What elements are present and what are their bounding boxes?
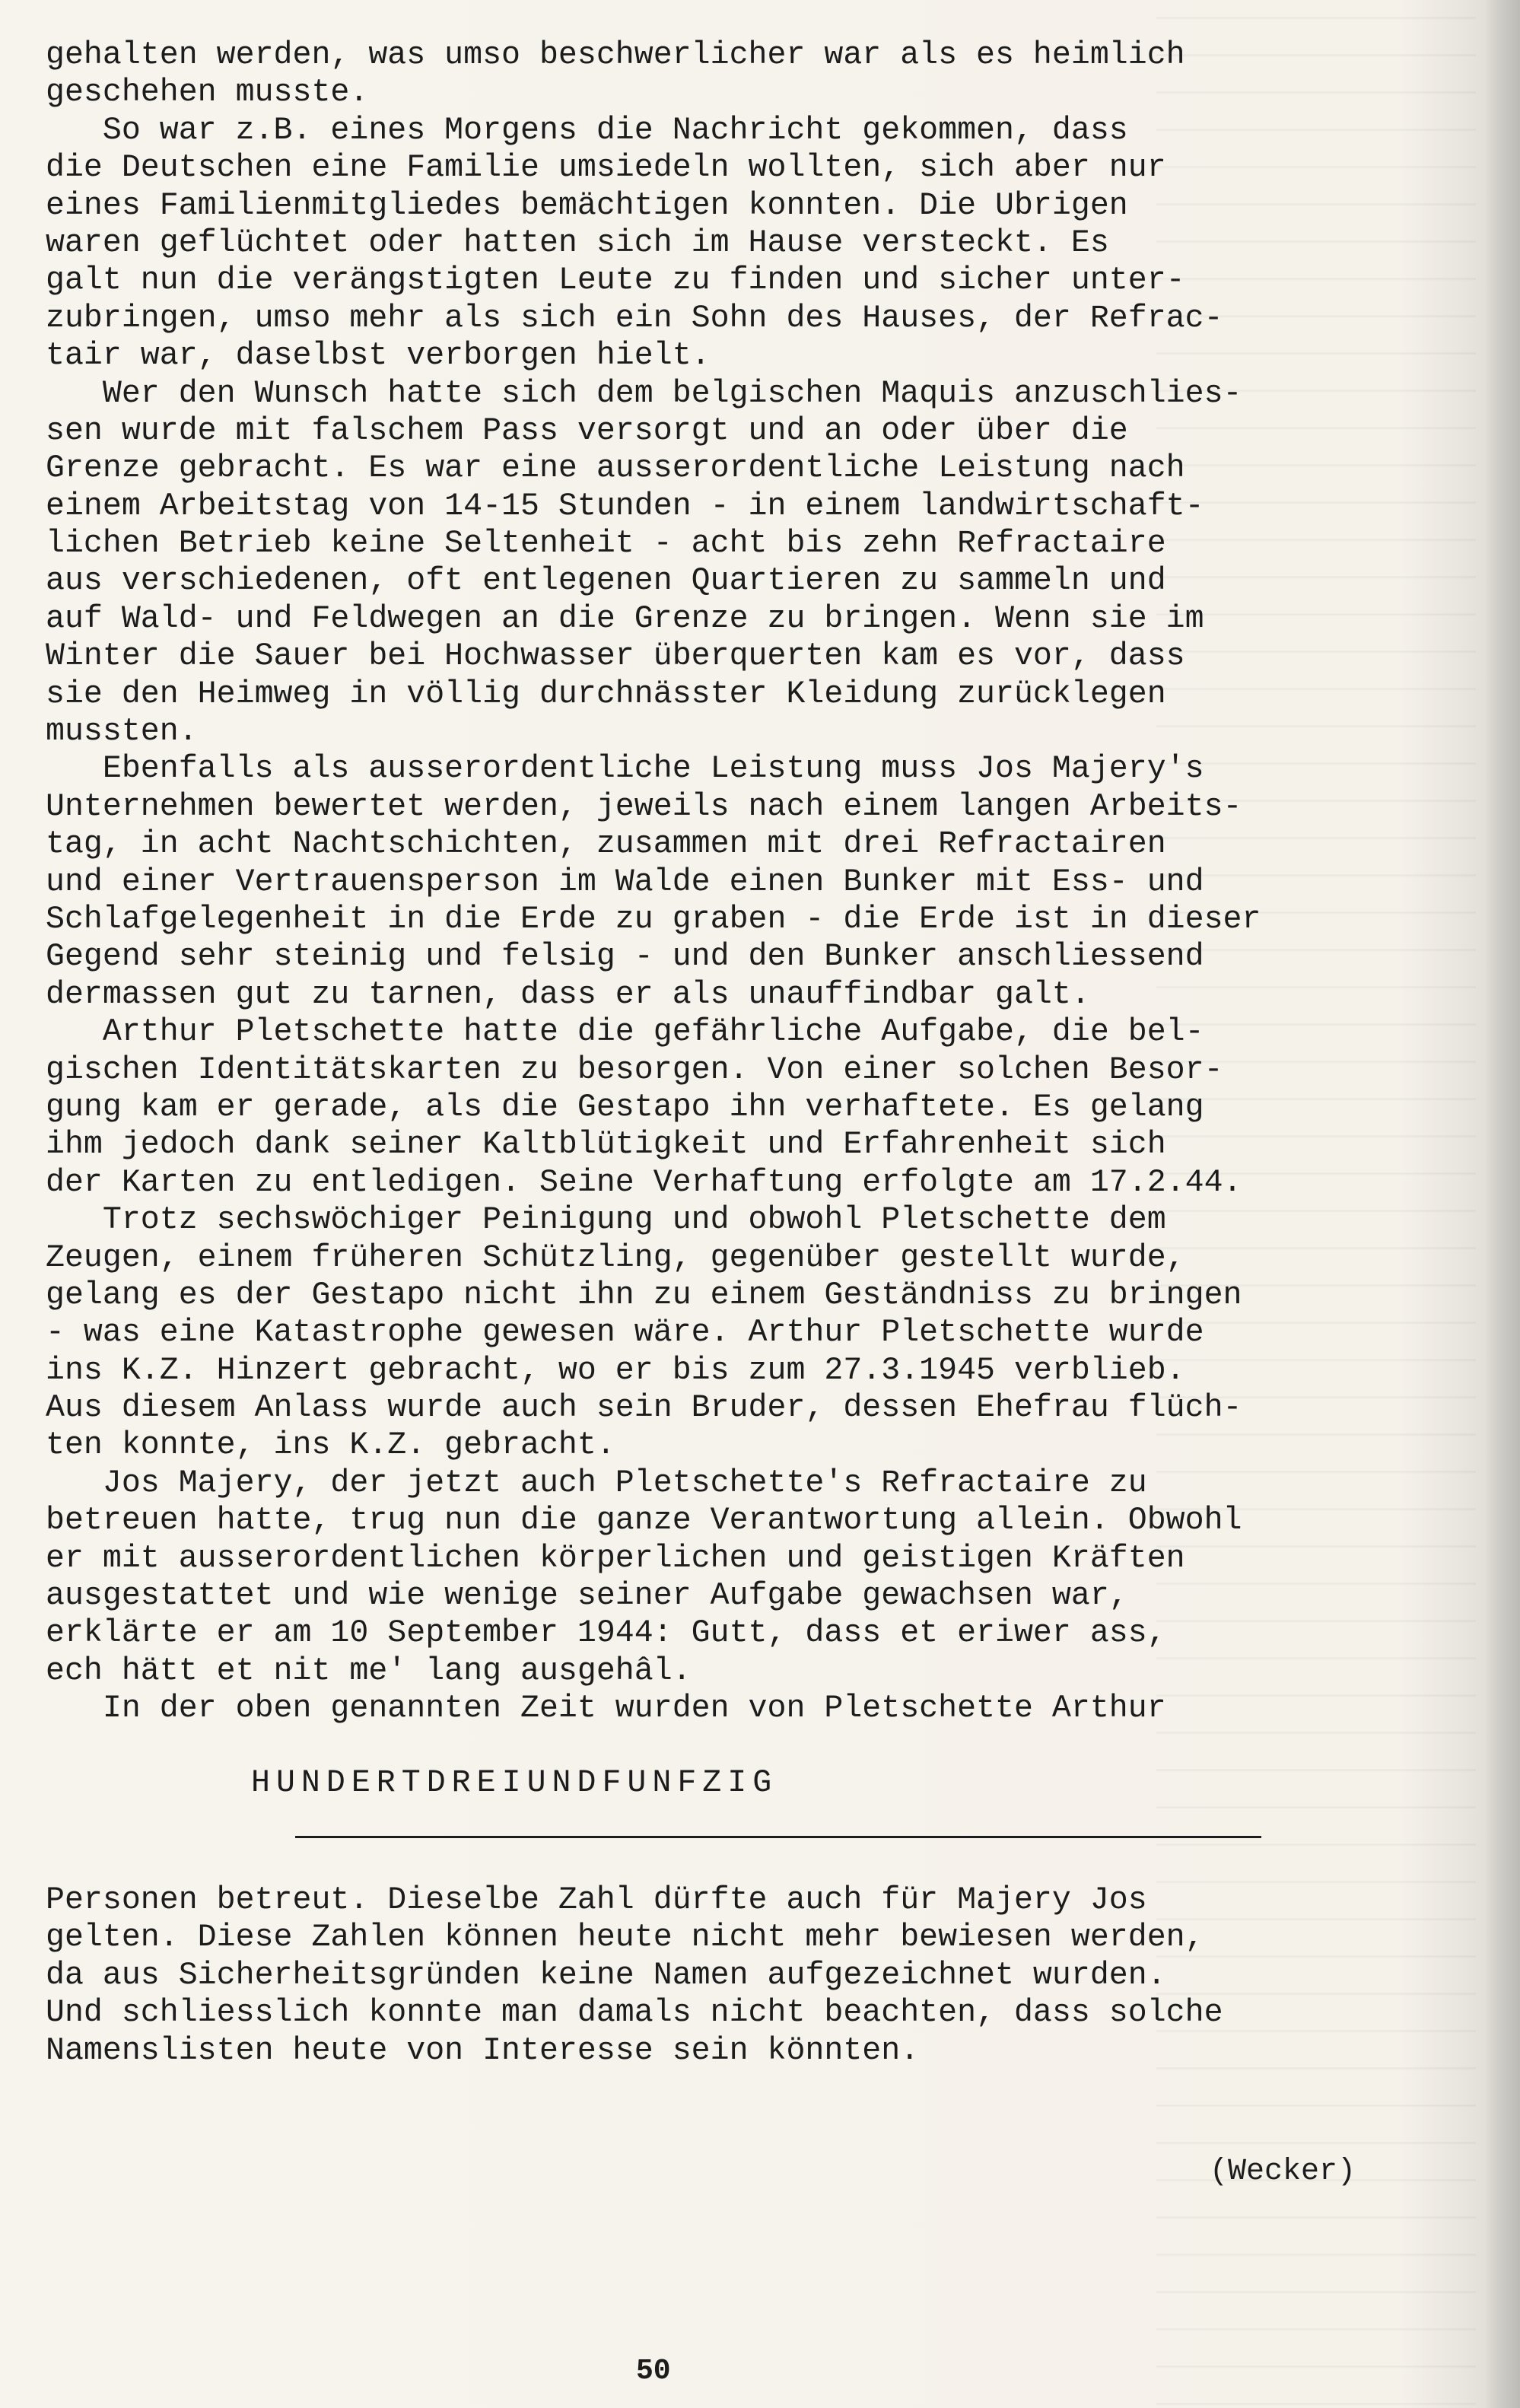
text-line: dermassen gut zu tarnen, dass er als unauffindbar galt. — [46, 976, 1090, 1013]
text-line: Schlafgelegenheit in die Erde zu graben - die Erde ist in dieser — [46, 901, 1261, 937]
text-line: Arthur Pletschette hatte die gefährliche Aufgabe, die bel- — [46, 1014, 1204, 1051]
text-line: gischen Identitätskarten zu besorgen. Von einer solchen Besor- — [46, 1051, 1223, 1088]
text-line: Gegend sehr steinig und felsig - und den Bunker anschliessend — [46, 939, 1204, 975]
banner-underline — [295, 1836, 1261, 1838]
text-line: ten konnte, ins K.Z. gebracht. — [46, 1427, 615, 1464]
text-line: Und schliesslich konnte man damals nicht beachten, dass solche — [46, 1995, 1223, 2031]
text-line: da aus Sicherheitsgründen keine Namen aufgezeichnet wurden. — [46, 1957, 1166, 1993]
text-line: Jos Majery, der jetzt auch Pletschette's Refractaire zu — [46, 1465, 1147, 1501]
main-text-block — [46, 37, 1506, 1728]
text-line: Zeugen, einem früheren Schützling, gegenüber gestellt wurde, — [46, 1239, 1185, 1276]
text-line: sie den Heimweg in völlig durchnässter Kleidung zurücklegen — [46, 676, 1166, 712]
text-line: Trotz sechswöchiger Peinigung und obwohl Pletschette dem — [46, 1202, 1166, 1239]
text-line: Namenslisten heute von Interesse sein könnten. — [46, 2032, 920, 2069]
text-line: gehalten werden, was umso beschwerlicher war als es heimlich — [46, 37, 1185, 73]
text-line: waren geflüchtet oder hatten sich im Hause versteckt. Es — [46, 224, 1109, 261]
text-line: betreuen hatte, trug nun die ganze Verantwortung allein. Obwohl — [46, 1503, 1242, 1539]
text-line: sen wurde mit falschem Pass versorgt und an oder über die — [46, 412, 1128, 449]
text-line: der Karten zu entledigen. Seine Verhaftung erfolgte am 17.2.44. — [46, 1164, 1242, 1201]
text-line: einem Arbeitstag von 14-15 Stunden - in einem landwirtschaft- — [46, 488, 1204, 524]
text-line: Wer den Wunsch hatte sich dem belgischen Maquis anzuschlies- — [46, 375, 1242, 412]
text-line: - was eine Katastrophe gewesen wäre. Arthur Pletschette wurde — [46, 1315, 1204, 1351]
number-banner: HUNDERTDREIUNDFUNFZIG — [251, 1765, 778, 1801]
text-line: Grenze gebracht. Es war eine ausserordentliche Leistung nach — [46, 450, 1185, 487]
text-line: auf Wald- und Feldwegen an die Grenze zu bringen. Wenn sie im — [46, 600, 1204, 637]
text-line: zubringen, umso mehr als sich ein Sohn des Hauses, der Refrac- — [46, 300, 1223, 336]
text-line: Unternehmen bewertet werden, jeweils nach einem langen Arbeits- — [46, 788, 1242, 825]
text-line: So war z.B. eines Morgens die Nachricht gekommen, dass — [46, 112, 1128, 148]
text-line: Personen betreut. Dieselbe Zahl dürfte auch für Majery Jos — [46, 1882, 1147, 1918]
text-line: ech hätt et nit me' lang ausgehâl. — [46, 1653, 692, 1689]
text-line: Winter die Sauer bei Hochwasser überquerten kam es vor, dass — [46, 638, 1185, 675]
text-line: aus verschiedenen, oft entlegenen Quartieren zu sammeln und — [46, 563, 1166, 600]
text-line: erklärte er am 10 September 1944: Gutt, dass et eriwer ass, — [46, 1615, 1166, 1652]
text-line: geschehen musste. — [46, 75, 369, 111]
text-line: gelten. Diese Zahlen können heute nicht mehr bewiesen werden, — [46, 1920, 1204, 1956]
text-line: gung kam er gerade, als die Gestapo ihn verhaftete. Es gelang — [46, 1089, 1204, 1125]
text-line: tag, in acht Nachtschichten, zusammen mit drei Refractairen — [46, 826, 1166, 863]
text-line: ihm jedoch dank seiner Kaltblütigkeit und Erfahrenheit sich — [46, 1127, 1166, 1163]
text-line: er mit ausserordentlichen körperlichen und geistigen Kräften — [46, 1540, 1185, 1576]
text-line: eines Familienmitgliedes bemächtigen konnten. Die Ubrigen — [46, 187, 1128, 224]
text-line: gelang es der Gestapo nicht ihn zu einem Geständniss zu bringen — [46, 1277, 1242, 1313]
text-line: die Deutschen eine Familie umsiedeln wollten, sich aber nur — [46, 150, 1166, 186]
text-line: ausgestattet und wie wenige seiner Aufgabe gewachsen war, — [46, 1578, 1128, 1614]
closing-text-block — [46, 1882, 1223, 2069]
text-line: mussten. — [46, 714, 198, 750]
text-line: tair war, daselbst verborgen hielt. — [46, 338, 711, 374]
author-signature: (Wecker) — [1210, 2155, 1356, 2189]
text-line: lichen Betrieb keine Seltenheit - acht bis zehn Refractaire — [46, 526, 1166, 562]
text-line: Ebenfalls als ausserordentliche Leistung muss Jos Majery's — [46, 751, 1204, 787]
text-line: Aus diesem Anlass wurde auch sein Bruder, dessen Ehefrau flüch- — [46, 1390, 1242, 1427]
text-line: galt nun die verängstigten Leute zu finden und sicher unter- — [46, 262, 1185, 299]
text-line: und einer Vertrauensperson im Walde einen Bunker mit Ess- und — [46, 864, 1204, 900]
text-line: In der oben genannten Zeit wurden von Pletschette Arthur — [46, 1691, 1166, 1727]
text-line: ins K.Z. Hinzert gebracht, wo er bis zum 27.3.1945 verblieb. — [46, 1352, 1185, 1388]
page-number: 50 — [636, 2355, 671, 2387]
